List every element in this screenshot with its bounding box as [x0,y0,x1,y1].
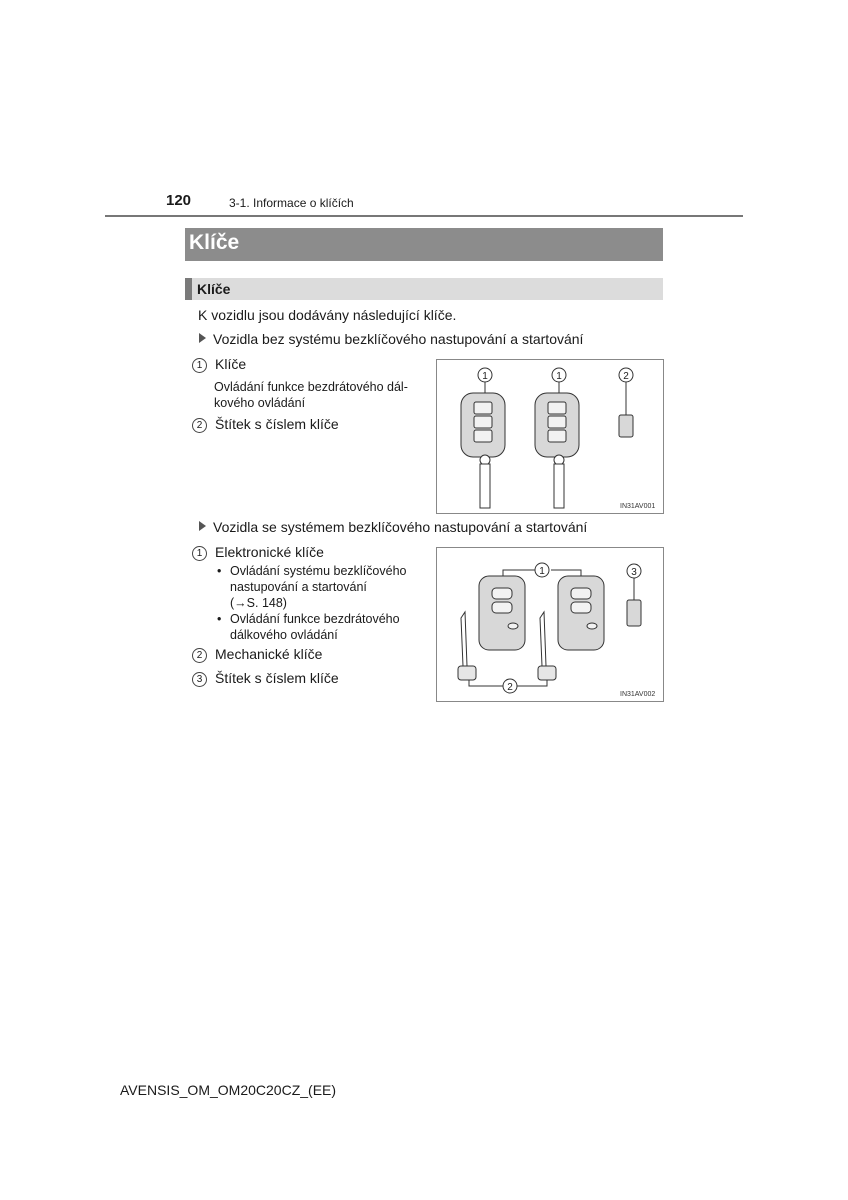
callout-number: 2 [623,371,629,382]
item-label: Mechanické klíče [215,646,323,662]
figure-keys-1 [436,359,664,514]
bullet-item [217,563,427,611]
circled-number: 3 [192,672,207,687]
footer-code: AVENSIS_OM_OM20C20CZ_(EE) [120,1082,337,1098]
circled-number: 2 [192,418,207,433]
callout-number: 3 [631,567,637,578]
subsection-title-bar [185,278,663,300]
figure-code: IN31AV002 [620,691,656,698]
bullet-dot: • [217,612,222,626]
group2-item-2 [192,646,322,663]
subsection-title: Klíče [197,281,231,297]
group1-heading-text: Vozidla bez systému bezklíčového nastupování a startování [213,331,584,347]
group2-bullets [217,563,427,643]
figure-code: IN31AV001 [620,503,656,510]
key-number-plate-icon [627,600,641,626]
circled-number: 1 [192,546,207,561]
smart-key-icon [558,576,604,650]
group2-heading-text: Vozidla se systémem bezklíčového nastupování a startování [213,519,588,535]
group1-heading [199,331,583,347]
mechanical-key-icon [538,612,556,680]
page-number: 120 [166,192,192,209]
circled-number: 2 [192,648,207,663]
group2-item-3 [192,670,339,687]
section-title-bar [185,228,663,261]
bullet-line: Ovládání systému bezklíčového [230,564,407,578]
callout-number: 1 [482,371,488,382]
header-rule [105,215,743,217]
bullet-line: nastupování a startování [230,580,367,594]
circled-number: 1 [192,358,207,373]
group2-heading [199,519,587,535]
callout-number: 2 [507,682,513,693]
key-illustration-2 [437,548,663,701]
figure-keys-2 [436,547,664,702]
item-label: Klíče [215,356,247,372]
item-label: Štítek s číslem klíče [215,416,339,432]
bullet-line: dálkového ovládání [230,628,338,642]
item-label: Štítek s číslem klíče [215,670,339,686]
desc-line: Ovládání funkce bezdrátového dál- [214,380,408,394]
bullet-dot: • [217,564,222,578]
key-number-plate-icon [619,415,633,437]
intro-text: K vozidlu jsou dodávány následující klíče. [198,307,457,323]
breadcrumb: 3-1. Informace o klíčích [229,196,354,210]
key-illustration-1 [437,360,663,513]
group1-item-1-desc [214,379,408,411]
desc-line: kového ovládání [214,396,306,410]
bullet-line: (→S. 148) [230,596,287,610]
group1-item-1 [192,356,246,373]
triangle-bullet-icon [199,521,206,531]
mechanical-key-icon [458,612,476,680]
group2-item-1 [192,544,324,561]
item-label: Elektronické klíče [215,544,324,560]
remote-key-icon [535,382,579,508]
triangle-bullet-icon [199,333,206,343]
subsection-marker [185,278,192,300]
remote-key-icon [461,382,505,508]
group1-item-2 [192,416,339,433]
callout-number: 1 [556,371,562,382]
bullet-item [217,611,427,643]
section-title: Klíče [189,231,240,254]
callout-number: 1 [539,566,545,577]
bullet-line: Ovládání funkce bezdrátového [230,612,400,626]
smart-key-icon [479,576,525,650]
